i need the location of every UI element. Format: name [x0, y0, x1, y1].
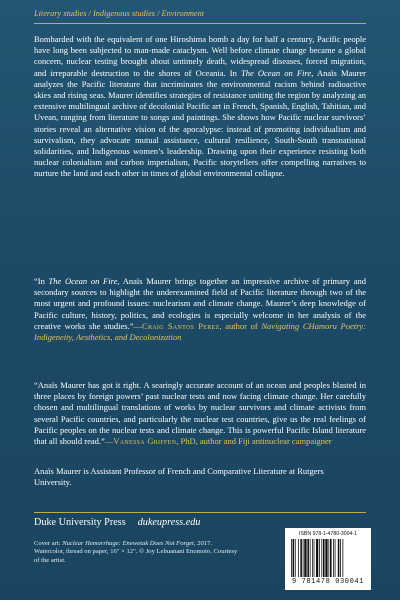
quote1-dash: — — [133, 320, 143, 331]
quote1-work: Navigating CHamoru Poetry: Indigeneity, Aesthetics, and Decolonization — [34, 320, 366, 343]
barcode-bar — [312, 539, 313, 577]
barcode-bar — [328, 539, 329, 577]
blurb-text-2: , Anaïs Maurer analyzes the Pacific literature that incriminates the environmental racism behind radioactive skies and rising seas. Maurer identifies strategies of resistance uniting the region by analyzing an extensive multilingual archive of decolonial Pacific art in French, Spanish, English, Tahitian, and Uvean, ranging from literature to songs and paintings. She shows how Pacific nuclear survivors’ stories reveal an alternative vision of the apocalypse: instead of promoting individualism and survivalism, they advocate mutual assistance, cultural resilience, South-South transnational solidarities, and Indigenous women’s leadership. Drawing upon their experience resisting both nuclear colonialism and carbon imperialism, Pacific storytellers offer compelling narratives to nurture the land and each other in times of global environmental collapse. — [34, 67, 366, 179]
barcode-bar — [325, 539, 327, 577]
quote1-text: , Anaïs Maurer brings together an impressive archive of primary and secondary sources to highlight the underexamined field of Pacific literature through two of the most urgent and profound issues: nuclearism and climate change. Maurer’s deep knowledge of Pacific culture, history, politics, and ecologies is especially welcome in her analysis of the creative works she studies.” — [34, 276, 366, 331]
barcode-bar — [323, 539, 325, 577]
bottom-divider — [34, 512, 366, 513]
credit-work: Nuclear Hemorrhage: Enewetak Does Not Forget — [62, 540, 194, 547]
barcode — [285, 528, 371, 590]
barcode-bar — [295, 539, 296, 577]
book-description — [34, 34, 366, 180]
quote1-author: Craig Santos Perez — [142, 320, 220, 331]
barcode-bar — [335, 539, 336, 577]
isbn-label: ISBN 978-1-4780-3004-1 — [299, 531, 357, 537]
quote2-role: , PhD, author and Fiji antinuclear campaigner — [176, 436, 332, 447]
barcode-bar — [310, 539, 311, 577]
publisher-line — [34, 517, 200, 528]
quote1-role: , author of — [219, 320, 262, 331]
barcode-bar — [298, 539, 299, 577]
barcode-bar — [293, 539, 295, 577]
endorsement-perez — [34, 276, 366, 343]
barcode-bar — [303, 539, 304, 577]
blurb-text-1: Bombarded with the equivalent of one Hiroshima bomb a day for half a century, Pacific people have long been subjected to man-made cataclysm. Well before climate change became a global concern, nuclear testing brought about untimely death, widespread diseases, forced migration, and irreparable destruction to the shores of Oceania. In — [34, 34, 366, 78]
barcode-bar — [319, 539, 320, 577]
endorsement-griffen — [34, 380, 366, 447]
cover-art-credit — [34, 540, 244, 565]
ean-digits: 9 781478 030041 — [291, 578, 364, 586]
quote1-book-title: The Ocean on Fire — [48, 276, 118, 286]
barcode-bar — [300, 539, 302, 577]
barcode-bar — [314, 539, 315, 577]
barcode-bar — [333, 539, 334, 577]
publisher-name: Duke University Press — [34, 517, 126, 528]
credit-prefix: Cover art: — [34, 540, 63, 547]
top-divider — [34, 23, 366, 24]
barcode-bar — [330, 539, 332, 577]
barcode-bar — [307, 539, 309, 577]
barcode-bar — [321, 539, 322, 577]
barcode-bar — [291, 539, 292, 577]
barcode-bars-icon — [290, 539, 366, 577]
quote1-open: “In — [34, 276, 49, 286]
barcode-bar — [340, 539, 341, 577]
quote2-author: Vanessa Griffen — [113, 436, 177, 447]
barcode-bar — [338, 539, 340, 577]
barcode-bar — [316, 539, 318, 577]
barcode-bar — [342, 539, 343, 577]
author-bio: Anaïs Maurer is Assistant Professor of French and Comparative Literature at Rutgers University. — [34, 466, 324, 488]
blurb-book-title: The Ocean on Fire — [241, 67, 312, 78]
publisher-url[interactable]: dukeupress.edu — [137, 517, 201, 528]
barcode-bar — [304, 539, 306, 577]
subject-categories: Literary studies / Indigenous studies / Environment — [34, 9, 205, 18]
quote2-dash: — — [104, 436, 114, 447]
quote2-text: “Anaïs Maurer has got it right. A searingly accurate account of an ocean and peoples blasted in three places by foreign powers’ past nuclear tests and now facing climate change. Her carefully chosen and multilingual translations of works by nuclear survivors and climate activists from several Pacific countries, and particularly the nuclear test countries, give us the real feelings of Pacific peoples on the nuclear tests and climate change. This is powerful Pacific Island literature that all should read.” — [34, 380, 366, 447]
credit-details: , 2017. Watercolor, thread on paper, 16" × 12". © Joy Lehuanani Enomoto. Courtesy of the artist. — [34, 540, 238, 564]
